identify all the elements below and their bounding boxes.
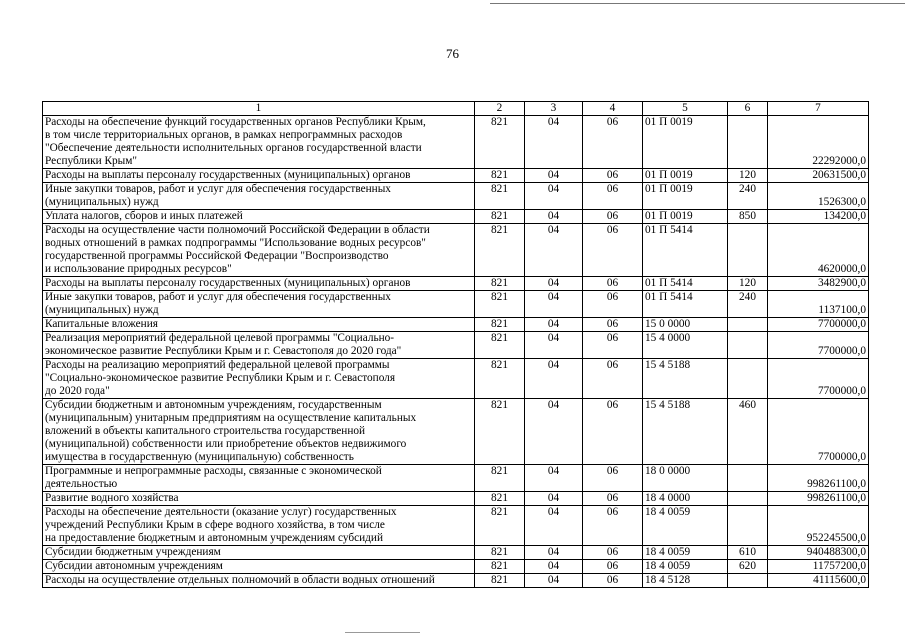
expense-type-code (728, 506, 768, 546)
amount: 1526300,0 (768, 183, 869, 210)
subsection-code: 06 (583, 399, 643, 465)
item-name: Расходы на реализацию мероприятий федеральной целевой программы "Социально-экономическое развитие Республики Крым и г. Севастополя до 2020 года" (43, 359, 475, 399)
expense-type-code (728, 332, 768, 359)
target-article-code: 01 П 0019 (643, 169, 728, 183)
table-row (43, 116, 869, 169)
amount: 1137100,0 (768, 291, 869, 318)
target-article-code: 15 4 5188 (643, 399, 728, 465)
section-code: 04 (525, 318, 583, 332)
subsection-code: 06 (583, 169, 643, 183)
subsection-code: 06 (583, 183, 643, 210)
section-code: 04 (525, 169, 583, 183)
item-name: Капитальные вложения (43, 318, 475, 332)
expense-type-code: 120 (728, 277, 768, 291)
section-code: 04 (525, 399, 583, 465)
amount: 3482900,0 (768, 277, 869, 291)
ministry-code: 821 (475, 574, 525, 588)
subsection-code: 06 (583, 291, 643, 318)
header-cell-5: 5 (643, 102, 728, 116)
ministry-code: 821 (475, 116, 525, 169)
amount: 4620000,0 (768, 224, 869, 277)
target-article-code: 18 0 0000 (643, 465, 728, 492)
item-name: Субсидии автономным учреждениям (43, 560, 475, 574)
header-cell-4: 4 (583, 102, 643, 116)
expense-type-code: 120 (728, 169, 768, 183)
target-article-code: 01 П 0019 (643, 183, 728, 210)
header-cell-6: 6 (728, 102, 768, 116)
amount: 998261100,0 (768, 465, 869, 492)
section-code: 04 (525, 465, 583, 492)
item-name: Расходы на осуществление части полномочий Российской Федерации в области водных отношений в рамках подпрограммы "Использование водных ресурсов" государственной программы Российской Федерации "Воспроизводство и использование природных ресурсов" (43, 224, 475, 277)
expense-type-code: 610 (728, 546, 768, 560)
table-row (43, 332, 869, 359)
amount: 22292000,0 (768, 116, 869, 169)
section-code: 04 (525, 332, 583, 359)
item-name: Иные закупки товаров, работ и услуг для обеспечения государственных (муниципальных) нужд (43, 291, 475, 318)
expense-type-code (728, 574, 768, 588)
target-article-code: 01 П 5414 (643, 277, 728, 291)
section-code: 04 (525, 183, 583, 210)
item-name: Расходы на выплаты персоналу государственных (муниципальных) органов (43, 169, 475, 183)
amount: 41115600,0 (768, 574, 869, 588)
expense-type-code (728, 492, 768, 506)
item-name: Развитие водного хозяйства (43, 492, 475, 506)
subsection-code: 06 (583, 116, 643, 169)
table-row (43, 183, 869, 210)
header-cell-3: 3 (525, 102, 583, 116)
table-row (43, 492, 869, 506)
amount: 952245500,0 (768, 506, 869, 546)
subsection-code: 06 (583, 506, 643, 546)
bottom-rule-line (345, 632, 420, 633)
amount: 11757200,0 (768, 560, 869, 574)
subsection-code: 06 (583, 359, 643, 399)
section-code: 04 (525, 291, 583, 318)
section-code: 04 (525, 574, 583, 588)
section-code: 04 (525, 277, 583, 291)
subsection-code: 06 (583, 546, 643, 560)
expense-type-code: 240 (728, 183, 768, 210)
section-code: 04 (525, 224, 583, 277)
ministry-code: 821 (475, 277, 525, 291)
table-row (43, 291, 869, 318)
subsection-code: 06 (583, 210, 643, 224)
expense-type-code: 620 (728, 560, 768, 574)
target-article-code: 18 4 5128 (643, 574, 728, 588)
item-name: Реализация мероприятий федеральной целевой программы "Социально- экономическое развитие Республики Крым и г. Севастополя до 2020 года" (43, 332, 475, 359)
subsection-code: 06 (583, 574, 643, 588)
expense-type-code: 460 (728, 399, 768, 465)
section-code: 04 (525, 492, 583, 506)
header-cell-2: 2 (475, 102, 525, 116)
table-row (43, 169, 869, 183)
subsection-code: 06 (583, 224, 643, 277)
amount: 998261100,0 (768, 492, 869, 506)
target-article-code: 01 П 0019 (643, 116, 728, 169)
subsection-code: 06 (583, 277, 643, 291)
target-article-code: 01 П 5414 (643, 291, 728, 318)
ministry-code: 821 (475, 399, 525, 465)
ministry-code: 821 (475, 560, 525, 574)
table-row (43, 277, 869, 291)
table-row (43, 210, 869, 224)
section-code: 04 (525, 116, 583, 169)
expense-type-code: 850 (728, 210, 768, 224)
expense-type-code: 240 (728, 291, 768, 318)
section-code: 04 (525, 359, 583, 399)
expense-type-code (728, 224, 768, 277)
ministry-code: 821 (475, 291, 525, 318)
amount: 7700000,0 (768, 399, 869, 465)
target-article-code: 18 4 0059 (643, 546, 728, 560)
subsection-code: 06 (583, 492, 643, 506)
expense-type-code (728, 465, 768, 492)
section-code: 04 (525, 546, 583, 560)
item-name: Иные закупки товаров, работ и услуг для обеспечения государственных (муниципальных) нужд (43, 183, 475, 210)
header-cell-1: 1 (43, 102, 475, 116)
item-name: Программные и непрограммные расходы, связанные с экономической деятельностью (43, 465, 475, 492)
table-row (43, 560, 869, 574)
amount: 7700000,0 (768, 359, 869, 399)
ministry-code: 821 (475, 318, 525, 332)
amount: 7700000,0 (768, 332, 869, 359)
item-name: Расходы на осуществление отдельных полномочий в области водных отношений (43, 574, 475, 588)
target-article-code: 18 4 0059 (643, 506, 728, 546)
ministry-code: 821 (475, 332, 525, 359)
section-code: 04 (525, 560, 583, 574)
subsection-code: 06 (583, 465, 643, 492)
table-row (43, 546, 869, 560)
item-name: Субсидии бюджетным учреждениям (43, 546, 475, 560)
target-article-code: 18 4 0059 (643, 560, 728, 574)
ministry-code: 821 (475, 224, 525, 277)
header-row (43, 102, 869, 116)
target-article-code: 01 П 0019 (643, 210, 728, 224)
amount: 20631500,0 (768, 169, 869, 183)
table-row (43, 465, 869, 492)
table-row (43, 399, 869, 465)
amount: 134200,0 (768, 210, 869, 224)
subsection-code: 06 (583, 332, 643, 359)
ministry-code: 821 (475, 465, 525, 492)
target-article-code: 15 0 0000 (643, 318, 728, 332)
target-article-code: 01 П 5414 (643, 224, 728, 277)
expense-type-code (728, 318, 768, 332)
item-name: Расходы на обеспечение функций государственных органов Республики Крым, в том числе территориальных органов, в рамках непрограммных расходов "Обеспечение деятельности исполнительных органов государственной власти Республики Крым" (43, 116, 475, 169)
subsection-code: 06 (583, 560, 643, 574)
ministry-code: 821 (475, 210, 525, 224)
table-row (43, 506, 869, 546)
amount: 940488300,0 (768, 546, 869, 560)
page-number: 76 (446, 46, 459, 61)
ministry-code: 821 (475, 359, 525, 399)
table-row (43, 224, 869, 277)
item-name: Субсидии бюджетным и автономным учреждениям, государственным (муниципальным) унитарным предприятиям на осуществление капитальных вложений в объекты капитального строительства государственной (муниципальной) собственности или приобретение объектов недвижимого имущества в государственную (муниципальную) собственность (43, 399, 475, 465)
budget-table (42, 101, 869, 588)
item-name: Уплата налогов, сборов и иных платежей (43, 210, 475, 224)
header-cell-7: 7 (768, 102, 869, 116)
ministry-code: 821 (475, 506, 525, 546)
expense-type-code (728, 116, 768, 169)
expense-type-code (728, 359, 768, 399)
ministry-code: 821 (475, 546, 525, 560)
target-article-code: 15 4 0000 (643, 332, 728, 359)
ministry-code: 821 (475, 169, 525, 183)
section-code: 04 (525, 506, 583, 546)
target-article-code: 15 4 5188 (643, 359, 728, 399)
ministry-code: 821 (475, 492, 525, 506)
table-row (43, 359, 869, 399)
amount: 7700000,0 (768, 318, 869, 332)
table-row (43, 318, 869, 332)
table-row (43, 574, 869, 588)
section-code: 04 (525, 210, 583, 224)
ministry-code: 821 (475, 183, 525, 210)
item-name: Расходы на выплаты персоналу государственных (муниципальных) органов (43, 277, 475, 291)
top-rule-line (490, 3, 905, 4)
item-name: Расходы на обеспечение деятельности (оказание услуг) государственных учреждений Республики Крым в сфере водного хозяйства, в том числе на предоставление бюджетным и автономным учреждениям субсидий (43, 506, 475, 546)
target-article-code: 18 4 0000 (643, 492, 728, 506)
subsection-code: 06 (583, 318, 643, 332)
